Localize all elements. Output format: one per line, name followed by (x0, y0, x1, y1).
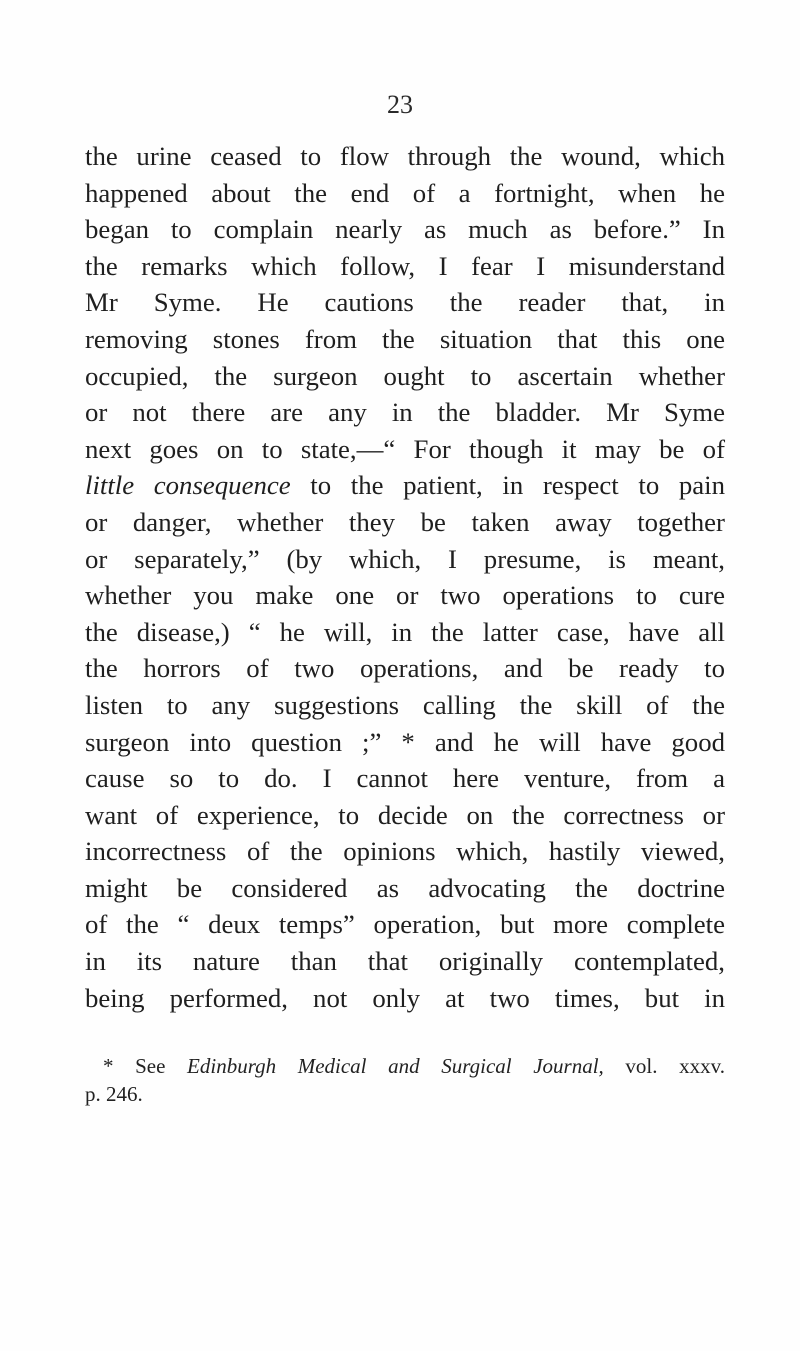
footnote-page-ref: p. 246. (85, 1082, 143, 1106)
text-line: cause so to do. I cannot here venture, from a (85, 763, 725, 794)
text-line: or danger, whether they be taken away together (85, 506, 725, 537)
page-number: 23 (387, 90, 413, 119)
footnote-journal: Edinburgh Medical and Surgical Journal, (187, 1054, 604, 1078)
text-line: in its nature than that originally contemplated, (85, 946, 725, 977)
text-line: the urine ceased to flow through the wound, which (85, 141, 725, 171)
text-line: being performed, not only at two times, but in (85, 982, 725, 1013)
text-line: the horrors of two operations, and be ready to (85, 653, 725, 684)
italic-phrase: little consequence (85, 470, 291, 501)
footnote-volume: vol. xxxv. (625, 1054, 725, 1078)
footnote-prefix: See (135, 1054, 166, 1078)
text-line: removing stones from the situation that this one (85, 323, 725, 354)
text-line-with-italic: little consequence to the patient, in respect to pain (85, 470, 725, 501)
text-line: might be considered as advocating the doctrine (85, 872, 725, 903)
footnote-marker: * (103, 1054, 114, 1078)
text-line: the disease,) “ he will, in the latter case, have all (85, 616, 725, 647)
footnote (85, 1052, 725, 1108)
text-line: began to complain nearly as much as before.” In (85, 214, 725, 245)
text-line: Mr Syme. He cautions the reader that, in (85, 287, 725, 318)
text-line: or not there are any in the bladder. Mr Syme (85, 397, 725, 428)
text-line: listen to any suggestions calling the skill of the (85, 689, 725, 720)
text-line: the remarks which follow, I fear I misunderstand (85, 250, 725, 281)
text-line: next goes on to state,—“ For though it may be of (85, 433, 725, 464)
text-line: whether you make one or two operations to cure (85, 580, 725, 611)
text-line: surgeon into question ;” * and he will have good (85, 726, 725, 757)
text-line: incorrectness of the opinions which, hastily viewed, (85, 836, 725, 867)
text-line: of the “ deux temps” operation, but more complete (85, 909, 725, 940)
text-line: occupied, the surgeon ought to ascertain whether (85, 360, 725, 391)
text-line: want of experience, to decide on the correctness or (85, 799, 725, 830)
text-line: happened about the end of a fortnight, when he (85, 177, 725, 208)
text-line: or separately,” (by which, I presume, is meant, (85, 543, 725, 574)
body-text (85, 138, 725, 1016)
footnote-line (85, 1052, 725, 1080)
